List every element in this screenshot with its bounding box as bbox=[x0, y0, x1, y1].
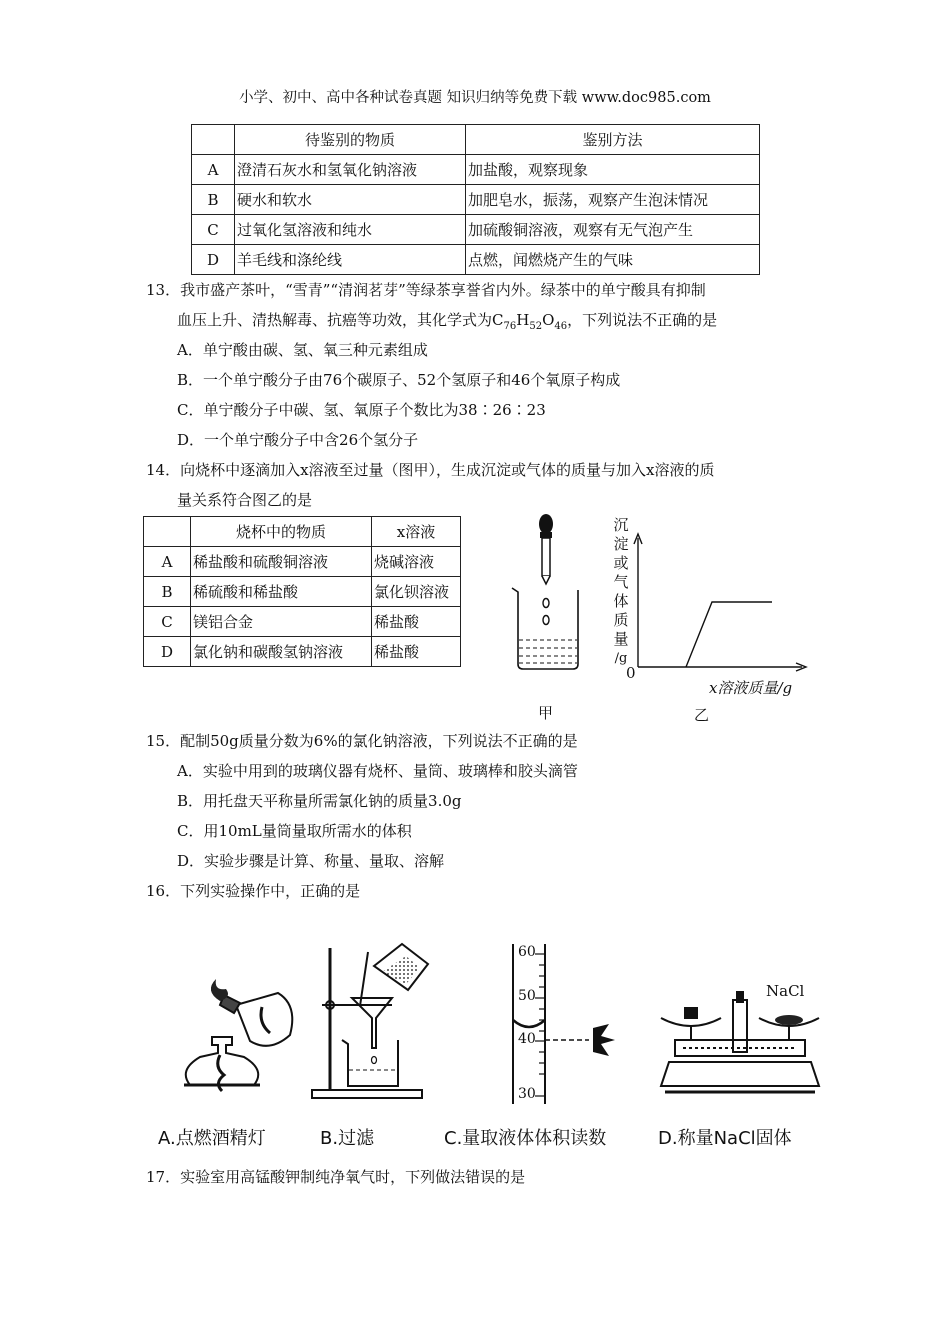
q16-stem: 16．下列实验操作中，正确的是 bbox=[146, 882, 361, 900]
table-header-row bbox=[144, 517, 461, 547]
table-header-cell: 鉴别方法 bbox=[466, 125, 760, 155]
table-cell: 加盐酸，观察现象 bbox=[466, 155, 760, 185]
beaker-icon bbox=[512, 588, 578, 669]
balance-icon bbox=[661, 992, 819, 1092]
table-header-cell bbox=[192, 125, 235, 155]
table-cell: B bbox=[144, 577, 191, 607]
graph-x-label: x溶液质量/g bbox=[709, 679, 793, 697]
q15-option-c: C．用10mL量筒量取所需水的体积 bbox=[177, 822, 412, 840]
table-cell: 澄清石灰水和氢氧化钠溶液 bbox=[235, 155, 466, 185]
page-header: 小学、初中、高中各种试卷真题 知识归纳等免费下载 www.doc985.com bbox=[239, 90, 711, 106]
pouring-beaker-icon bbox=[374, 944, 428, 990]
graph-x-axis bbox=[638, 663, 806, 671]
figure-yi-caption: 乙 bbox=[694, 706, 710, 724]
table-cell: 过氧化氢溶液和纯水 bbox=[235, 215, 466, 245]
formula-subscript: 52 bbox=[529, 321, 543, 332]
graph-y-label-char: 淀 bbox=[613, 535, 629, 553]
formula-subscript: 46 bbox=[554, 321, 568, 332]
graph-y-label-char: /g bbox=[614, 651, 628, 666]
table-cell: 点燃，闻燃烧产生的气味 bbox=[466, 245, 760, 275]
formula-element: O bbox=[542, 311, 555, 329]
graph-y-axis bbox=[634, 534, 642, 667]
graph-y-label bbox=[611, 516, 631, 668]
table-row bbox=[192, 185, 760, 215]
alcohol-lamp-lighting-figure bbox=[170, 975, 305, 1110]
table-cell: 镁铝合金 bbox=[191, 607, 372, 637]
alcohol-lamp-icon bbox=[184, 1037, 260, 1091]
dropper-icon bbox=[539, 514, 553, 584]
q17-stem: 17．实验室用高锰酸钾制纯净氧气时，下列做法错误的是 bbox=[146, 1168, 526, 1186]
graph-y-label-char: 或 bbox=[613, 554, 629, 572]
table-cell: B bbox=[192, 185, 235, 215]
flame-icon bbox=[211, 979, 228, 1001]
table-cell: C bbox=[144, 607, 191, 637]
filtration-figure bbox=[302, 940, 442, 1105]
table-header-cell: x溶液 bbox=[372, 517, 461, 547]
graph-y-label-char: 质 bbox=[613, 611, 629, 629]
q14-table bbox=[143, 516, 461, 667]
q15-stem: 15．配制50g质量分数为6%的氯化钠溶液，下列说法不正确的是 bbox=[146, 732, 578, 750]
table-row bbox=[144, 547, 461, 577]
receiving-beaker-icon bbox=[342, 1040, 398, 1086]
q13-option-c: C．单宁酸分子中碳、氢、氧原子个数比为38∶26∶23 bbox=[177, 401, 546, 419]
table-cell: 加肥皂水，振荡，观察产生泡沫情况 bbox=[466, 185, 760, 215]
balance-figure bbox=[655, 990, 825, 1105]
q13-line1: 13．我市盛产茶叶，“雪青”“清润茗芽”等绿茶享誉省内外。绿茶中的单宁酸具有抑制 bbox=[146, 281, 706, 299]
table-cell: C bbox=[192, 215, 235, 245]
formula-element: H bbox=[516, 311, 530, 329]
q12-table bbox=[191, 124, 760, 275]
table-cell: 稀盐酸 bbox=[372, 637, 461, 667]
q14-line2: 量关系符合图乙的是 bbox=[177, 491, 313, 509]
table-cell: 氯化钠和碳酸氢钠溶液 bbox=[191, 637, 372, 667]
q13-option-b: B．一个单宁酸分子由76个碳原子、52个氢原子和46个氧原子构成 bbox=[177, 371, 621, 389]
table-row bbox=[144, 577, 461, 607]
q13-line2-pre: 血压上升、清热解毒、抗癌等功效，其化学式为 bbox=[177, 311, 493, 329]
q15-option-d: D．实验步骤是计算、称量、量取、溶解 bbox=[177, 852, 445, 870]
table-cell: 羊毛线和涤纶线 bbox=[235, 245, 466, 275]
formula-subscript: 76 bbox=[503, 321, 517, 332]
graph-y-label-char: 沉 bbox=[613, 516, 629, 534]
q16-caption-b: B.过滤 bbox=[320, 1128, 375, 1149]
cylinder-tick-label: 40 bbox=[518, 1031, 536, 1047]
graph-yi bbox=[630, 530, 810, 672]
table-cell: 稀硫酸和稀盐酸 bbox=[191, 577, 372, 607]
table-cell: 烧碱溶液 bbox=[372, 547, 461, 577]
table-cell: 加硫酸铜溶液，观察有无气泡产生 bbox=[466, 215, 760, 245]
nacl-solid-icon bbox=[775, 1015, 803, 1025]
table-header-row bbox=[192, 125, 760, 155]
formula-element: C bbox=[492, 311, 504, 329]
table-cell: A bbox=[144, 547, 191, 577]
table-cell: 稀盐酸和硫酸铜溶液 bbox=[191, 547, 372, 577]
graph-y-label-char: 气 bbox=[613, 573, 629, 591]
q15-option-b: B．用托盘天平称量所需氯化钠的质量3.0g bbox=[177, 792, 462, 810]
table-cell: A bbox=[192, 155, 235, 185]
q15-option-a: A．实验中用到的玻璃仪器有烧杯、量筒、玻璃棒和胶头滴管 bbox=[177, 762, 578, 780]
q16-caption-c: C.量取液体体积读数 bbox=[444, 1128, 607, 1149]
q13-option-d: D．一个单宁酸分子中含26个氢分子 bbox=[177, 431, 419, 449]
nacl-label: NaCl bbox=[766, 982, 805, 1000]
graduated-cylinder-icon bbox=[513, 944, 545, 1104]
figure-jia-caption: 甲 bbox=[538, 704, 554, 722]
graph-y-label-char: 量 bbox=[613, 630, 629, 648]
eye-icon bbox=[593, 1024, 615, 1056]
q13-option-a: A．单宁酸由碳、氢、氧三种元素组成 bbox=[177, 341, 428, 359]
cylinder-reading-figure bbox=[505, 940, 625, 1110]
table-row bbox=[192, 155, 760, 185]
table-row bbox=[192, 245, 760, 275]
table-row bbox=[144, 607, 461, 637]
table-header-cell: 烧杯中的物质 bbox=[191, 517, 372, 547]
graph-curve bbox=[686, 602, 772, 667]
cylinder-tick-label: 50 bbox=[518, 988, 536, 1004]
table-cell: 硬水和软水 bbox=[235, 185, 466, 215]
chemical-formula bbox=[492, 311, 568, 332]
cylinder-tick-label: 30 bbox=[518, 1086, 536, 1102]
q14-line1: 14．向烧杯中逐滴加入x溶液至过量（图甲），生成沉淀或气体的质量与加入x溶液的质 bbox=[146, 461, 715, 479]
q16-caption-a: A.点燃酒精灯 bbox=[158, 1128, 266, 1149]
table-cell: D bbox=[144, 637, 191, 667]
figure-jia-dropper-beaker bbox=[500, 510, 590, 675]
cylinder-tick-label: 60 bbox=[518, 944, 536, 960]
table-cell: 稀盐酸 bbox=[372, 607, 461, 637]
q13-line2-post: ，下列说法不正确的是 bbox=[567, 311, 718, 329]
q16-caption-d: D.称量NaCl固体 bbox=[658, 1128, 792, 1149]
graph-y-label-char: 体 bbox=[613, 592, 629, 610]
table-header-cell: 待鉴别的物质 bbox=[235, 125, 466, 155]
table-cell: D bbox=[192, 245, 235, 275]
table-cell: 氯化钡溶液 bbox=[372, 577, 461, 607]
table-row bbox=[192, 215, 760, 245]
table-header-cell bbox=[144, 517, 191, 547]
table-row bbox=[144, 637, 461, 667]
graph-origin-label: 0 bbox=[626, 664, 636, 682]
